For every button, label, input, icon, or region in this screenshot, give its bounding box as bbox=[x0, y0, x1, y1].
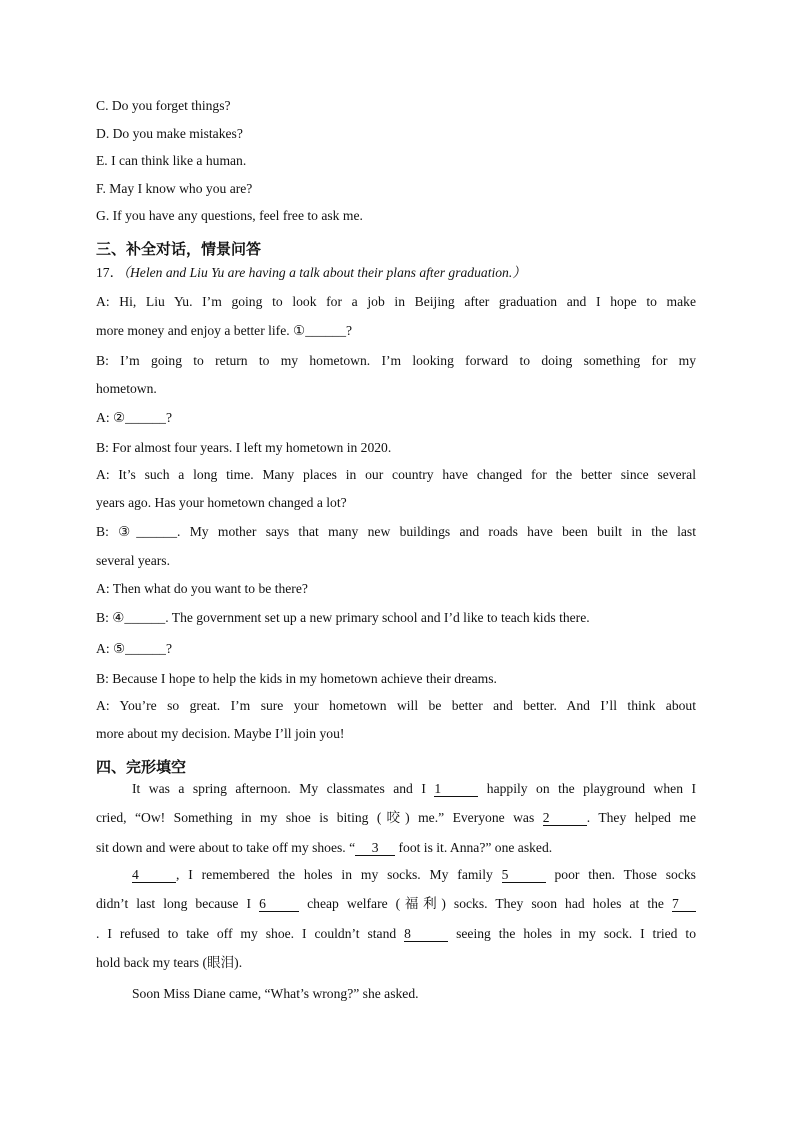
cloze-line: Soon Miss Diane came, “What’s wrong?” she asked. bbox=[132, 986, 419, 1001]
dialogue-line: B: For almost four years. I left my hometown in 2020. bbox=[96, 440, 392, 455]
question-17-prompt bbox=[96, 264, 526, 282]
cloze-line: 4 , I remembered the holes in my socks. My family 5 poor then. Those socks bbox=[132, 867, 696, 882]
dialogue-line: A: Then what do you want to be there? bbox=[96, 581, 308, 596]
cloze-blank-4: 4 bbox=[132, 868, 176, 883]
cloze-line: sit down and were about to take off my shoes. “ 3 foot is it. Anna?” one asked. bbox=[96, 840, 553, 855]
dialogue-line: A: You’re so great. I’m sure your hometown will be better and better. And I’ll think about bbox=[96, 698, 696, 713]
option-c: C. Do you forget things? bbox=[96, 98, 231, 113]
option-f: F. May I know who you are? bbox=[96, 181, 253, 196]
cloze-blank-2: 2 bbox=[543, 811, 587, 826]
cloze-line: . I refused to take off my shoe. I couldn’t stand 8 seeing the holes in my sock. I tried to bbox=[96, 926, 696, 941]
cloze-blank-3: 3 bbox=[355, 841, 395, 856]
dialogue-line: more about my decision. Maybe I’ll join you! bbox=[96, 726, 345, 741]
dialogue-line: A: ②______? bbox=[96, 410, 172, 425]
section-3-heading: 三、补全对话，情景问答 bbox=[96, 240, 262, 258]
dialogue-line: B: I’m going to return to my hometown. I’m looking forward to doing something for my bbox=[96, 353, 696, 368]
cloze-blank-5: 5 bbox=[502, 868, 546, 883]
question-intro: （Helen and Liu Yu are having a talk about their plans after graduation.） bbox=[123, 265, 526, 280]
cloze-blank-7: 7 bbox=[672, 897, 696, 912]
option-d: D. Do you make mistakes? bbox=[96, 126, 243, 141]
dialogue-line: A: It’s such a long time. Many places in our country have changed for the better since several bbox=[96, 467, 696, 482]
dialogue-line: several years. bbox=[96, 553, 170, 568]
cloze-line: didn’t last long because I 6 cheap welfare (福利) socks. They soon had holes at the 7 bbox=[96, 895, 696, 913]
cloze-blank-1: 1 bbox=[434, 782, 478, 797]
cloze-line: hold back my tears (眼泪). bbox=[96, 955, 243, 970]
dialogue-line: B: ③______. My mother says that many new buildings and roads have been built in the last bbox=[96, 524, 696, 539]
dialogue-line: B: ④______. The government set up a new primary school and I’d like to teach kids there. bbox=[96, 610, 590, 625]
option-e: E. I can think like a human. bbox=[96, 153, 247, 168]
dialogue-line: hometown. bbox=[96, 381, 157, 396]
cloze-blank-6: 6 bbox=[259, 897, 299, 912]
cloze-blank-8: 8 bbox=[404, 927, 448, 942]
dialogue-line: A: ⑤______? bbox=[96, 641, 172, 656]
cloze-line: cried, “Ow! Something in my shoe is biting (咬) me.” Everyone was 2 . They helped me bbox=[96, 810, 696, 825]
dialogue-line: more money and enjoy a better life. ①______? bbox=[96, 323, 353, 338]
dialogue-line: B: Because I hope to help the kids in my hometown achieve their dreams. bbox=[96, 671, 497, 686]
dialogue-line: A: Hi, Liu Yu. I’m going to look for a job in Beijing after graduation and I hope to make bbox=[96, 294, 696, 309]
question-number: 17． bbox=[96, 265, 124, 280]
option-g: G. If you have any questions, feel free to ask me. bbox=[96, 208, 363, 223]
dialogue-line: years ago. Has your hometown changed a lot? bbox=[96, 495, 347, 510]
cloze-line: It was a spring afternoon. My classmates and I 1 happily on the playground when I bbox=[132, 781, 696, 796]
section-4-heading: 四、完形填空 bbox=[96, 758, 187, 776]
